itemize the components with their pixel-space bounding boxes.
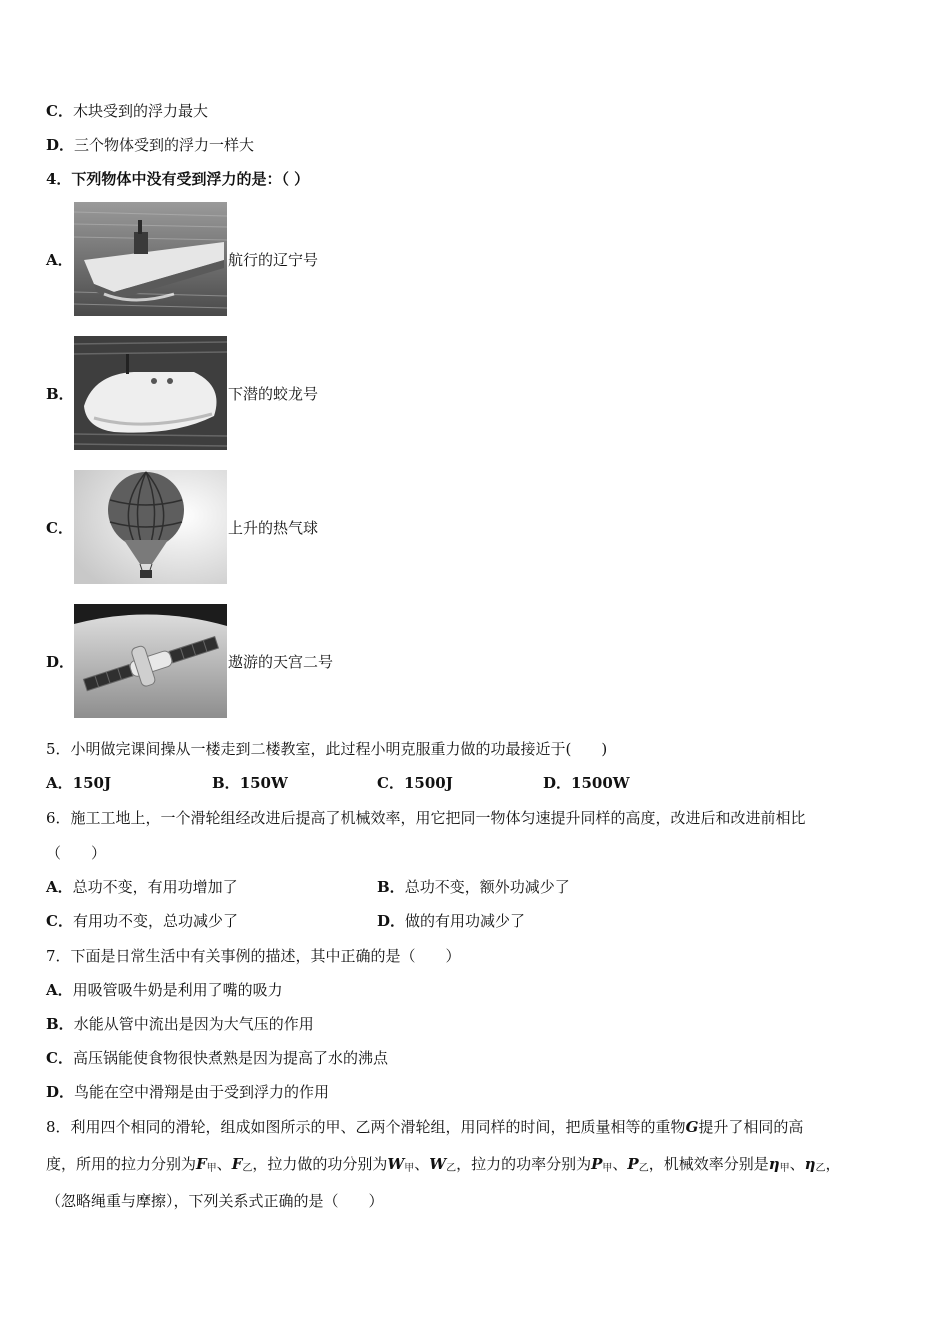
option-label: D． bbox=[377, 912, 406, 930]
work-symbol: W bbox=[429, 1155, 447, 1173]
separator: 、 bbox=[216, 1155, 232, 1173]
option-label: C． bbox=[377, 774, 404, 792]
aircraft-carrier-photo bbox=[74, 202, 227, 316]
q7-option-c bbox=[46, 1048, 388, 1068]
option-label: D． bbox=[46, 653, 75, 671]
q8-text: ，拉力的功率分别为 bbox=[456, 1155, 592, 1173]
option-label: C． bbox=[46, 912, 73, 930]
option-text: 1500J bbox=[403, 774, 453, 792]
option-label: A． bbox=[46, 981, 73, 999]
power-symbol: P bbox=[591, 1155, 603, 1173]
separator: 、 bbox=[414, 1155, 430, 1173]
option-text: 1500W bbox=[571, 774, 630, 792]
submersible-photo bbox=[74, 336, 227, 450]
q5-option-c bbox=[377, 773, 453, 793]
option-label: D． bbox=[543, 774, 572, 792]
subscript-yi: 乙 bbox=[446, 1163, 457, 1174]
q8-stem-line1 bbox=[46, 1117, 803, 1137]
option-text: 鸟能在空中滑翔是由于受到浮力的作用 bbox=[74, 1083, 330, 1101]
power-symbol: P bbox=[627, 1155, 639, 1173]
efficiency-symbol: η bbox=[804, 1155, 816, 1173]
option-text: 150W bbox=[239, 774, 288, 792]
work-symbol: W bbox=[387, 1155, 405, 1173]
hot-air-balloon-photo bbox=[74, 470, 227, 584]
weight-symbol: G bbox=[685, 1118, 699, 1136]
option-label: D． bbox=[46, 136, 75, 154]
q3-option-c bbox=[46, 101, 208, 121]
option-text: 高压锅能使食物很快煮熟是因为提高了水的沸点 bbox=[72, 1049, 388, 1067]
option-label: B． bbox=[46, 385, 74, 403]
option-text: 有用功不变，总功减少了 bbox=[72, 912, 238, 930]
subscript-yi: 乙 bbox=[242, 1163, 253, 1174]
subscript-jia: 甲 bbox=[602, 1163, 613, 1174]
force-symbol: F bbox=[196, 1155, 207, 1173]
option-label: D． bbox=[46, 1083, 75, 1101]
option-text: 做的有用功减少了 bbox=[405, 912, 526, 930]
option-text: 用吸管吸牛奶是利用了嘴的吸力 bbox=[72, 981, 283, 999]
q6-option-b bbox=[377, 877, 570, 897]
q8-text: 提升了相同的高 bbox=[698, 1118, 804, 1136]
option-label: A． bbox=[46, 251, 73, 269]
q8-text: ， bbox=[825, 1155, 841, 1173]
option-label: A． bbox=[46, 774, 73, 792]
q6-option-d bbox=[377, 911, 525, 931]
option-text: 150J bbox=[72, 774, 112, 792]
q8-text: 度，所用的拉力分别为 bbox=[46, 1155, 197, 1173]
force-symbol: F bbox=[231, 1155, 243, 1173]
q6-stem-line1: 6．施工工地上，一个滑轮组经改进后提高了机械效率，用它把同一物体匀速提升同样的高度，改进后和改进前相比 bbox=[46, 809, 806, 827]
option-label: B． bbox=[212, 774, 240, 792]
q8-text: ，机械效率分别是 bbox=[648, 1155, 769, 1173]
q4-stem: 4．下列物体中没有受到浮力的是：（ ） bbox=[46, 170, 310, 188]
q5-option-a bbox=[46, 773, 111, 793]
option-text: 三个物体受到的浮力一样大 bbox=[74, 136, 255, 154]
q8-stem-line3: （忽略绳重与摩擦），下列关系式正确的是（ ） bbox=[46, 1192, 384, 1210]
q6-stem-line2: （ ） bbox=[46, 844, 107, 862]
option-label: C． bbox=[46, 519, 73, 537]
option-text: 木块受到的浮力最大 bbox=[72, 102, 208, 120]
option-label: C． bbox=[46, 1049, 73, 1067]
subscript-yi: 乙 bbox=[815, 1163, 826, 1174]
space-station-photo bbox=[74, 604, 227, 718]
option-label: A． bbox=[46, 878, 73, 896]
separator: 、 bbox=[789, 1155, 805, 1173]
option-text: 总功不变，有用功增加了 bbox=[72, 878, 238, 896]
option-label: B． bbox=[377, 878, 405, 896]
subscript-yi: 乙 bbox=[638, 1163, 649, 1174]
option-label: B． bbox=[46, 1015, 74, 1033]
option-label: C． bbox=[46, 102, 73, 120]
subscript-jia: 甲 bbox=[206, 1163, 217, 1174]
separator: 、 bbox=[612, 1155, 628, 1173]
q3-option-d bbox=[46, 135, 254, 155]
q7-stem: 7．下面是日常生活中有关事例的描述，其中正确的是（ ） bbox=[46, 947, 461, 965]
option-caption: 遨游的天宫二号 bbox=[228, 653, 334, 671]
q8-text: 8．利用四个相同的滑轮，组成如图所示的甲、乙两个滑轮组，用同样的时间，把质量相等的重物 bbox=[46, 1118, 686, 1136]
q5-option-d bbox=[543, 773, 630, 793]
q7-option-d bbox=[46, 1082, 329, 1102]
q5-option-b bbox=[212, 773, 288, 793]
q8-text: ，拉力做的功分别为 bbox=[252, 1155, 388, 1173]
q6-option-c bbox=[46, 911, 238, 931]
q6-option-a bbox=[46, 877, 238, 897]
efficiency-symbol: η bbox=[768, 1155, 780, 1173]
q8-stem-line2 bbox=[46, 1154, 841, 1179]
q5-stem: 5．小明做完课间操从一楼走到二楼教室，此过程小明克服重力做的功最接近于( ) bbox=[46, 740, 608, 758]
subscript-jia: 甲 bbox=[779, 1163, 790, 1174]
q7-option-b bbox=[46, 1014, 314, 1034]
option-caption: 上升的热气球 bbox=[228, 519, 319, 537]
option-text: 水能从管中流出是因为大气压的作用 bbox=[73, 1015, 314, 1033]
option-text: 总功不变，额外功减少了 bbox=[404, 878, 570, 896]
subscript-jia: 甲 bbox=[404, 1163, 415, 1174]
q7-option-a bbox=[46, 980, 283, 1000]
option-caption: 航行的辽宁号 bbox=[228, 251, 319, 269]
option-caption: 下潜的蛟龙号 bbox=[228, 385, 319, 403]
